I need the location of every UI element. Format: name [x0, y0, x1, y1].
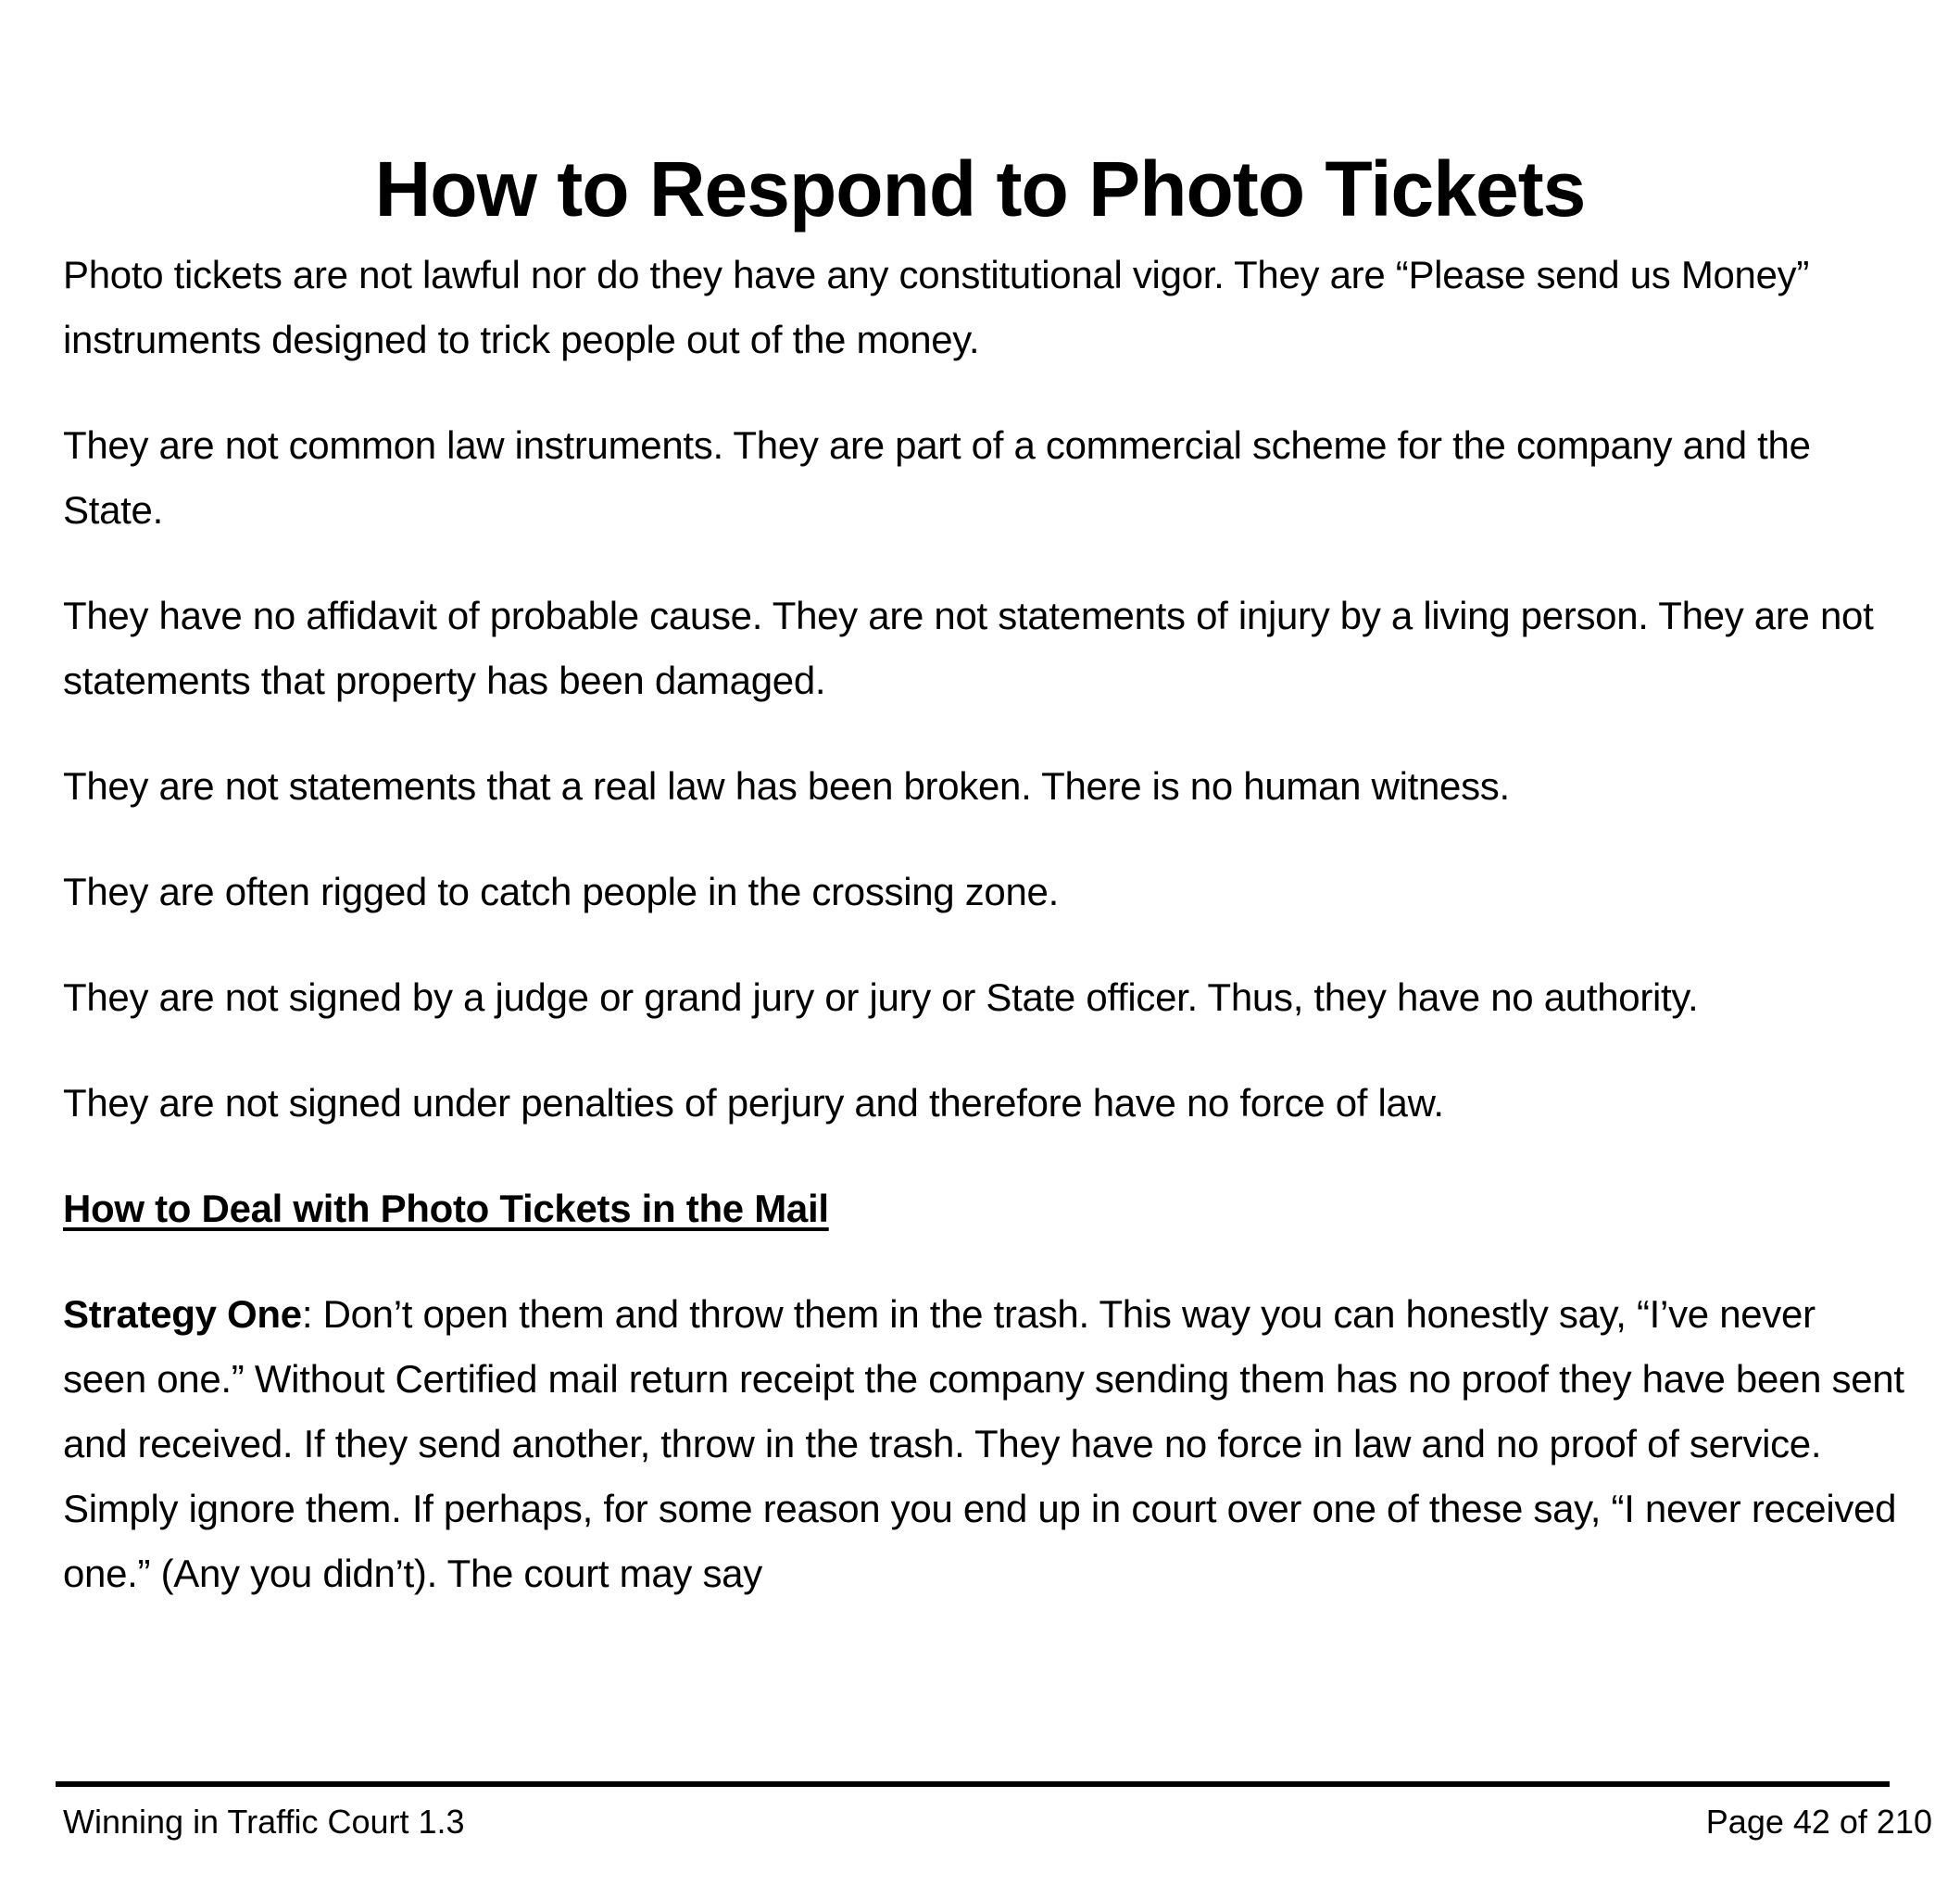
strategy-label: Strategy One: [63, 1292, 302, 1336]
paragraph-4: They are not statements that a real law has been broken. There is no human witness.: [63, 764, 1510, 808]
page-title: How to Respond to Photo Tickets: [374, 145, 1586, 233]
strategy-paragraph: [63, 1282, 1906, 1606]
strategy-separator: :: [301, 1292, 313, 1336]
paragraph-3: They have no affidavit of probable cause. They are not statements of injury by a living person. They are not statements that property has been damaged.: [63, 594, 1874, 702]
paragraph-7: They are not signed under penalties of perjury and therefore have no force of law.: [63, 1081, 1444, 1125]
document-body: [63, 243, 1906, 1647]
section-heading: How to Deal with Photo Tickets in the Mail: [63, 1187, 829, 1230]
footer-book-title: Winning in Traffic Court 1.3: [63, 1803, 465, 1841]
paragraph-1: Photo tickets are not lawful nor do they have any constitutional vigor. They are “Please send us Money” instruments designed to trick people out of the money.: [63, 253, 1810, 361]
footer-divider: [56, 1781, 1890, 1787]
paragraph-2: They are not common law instruments. They are part of a commercial scheme for the company and the State.: [63, 423, 1811, 532]
paragraph-5: They are often rigged to catch people in the crossing zone.: [63, 870, 1059, 913]
paragraph-6: They are not signed by a judge or grand jury or jury or State officer. Thus, they have no authority.: [63, 975, 1699, 1019]
strategy-text: Don’t open them and throw them in the trash. This way you can honestly say, “I’ve never seen one.” Without Certified mail return receipt the company sending them has no proof they have been sent and received. If they send another, throw in the trash. They have no force in law and no proof of service. Simply ignore them. If perhaps, for some reason you end up in court over one of these say, “I never received one.” (Any you didn’t). The court may say: [63, 1292, 1904, 1595]
footer-page-number: Page 42 of 210: [1705, 1803, 1932, 1841]
